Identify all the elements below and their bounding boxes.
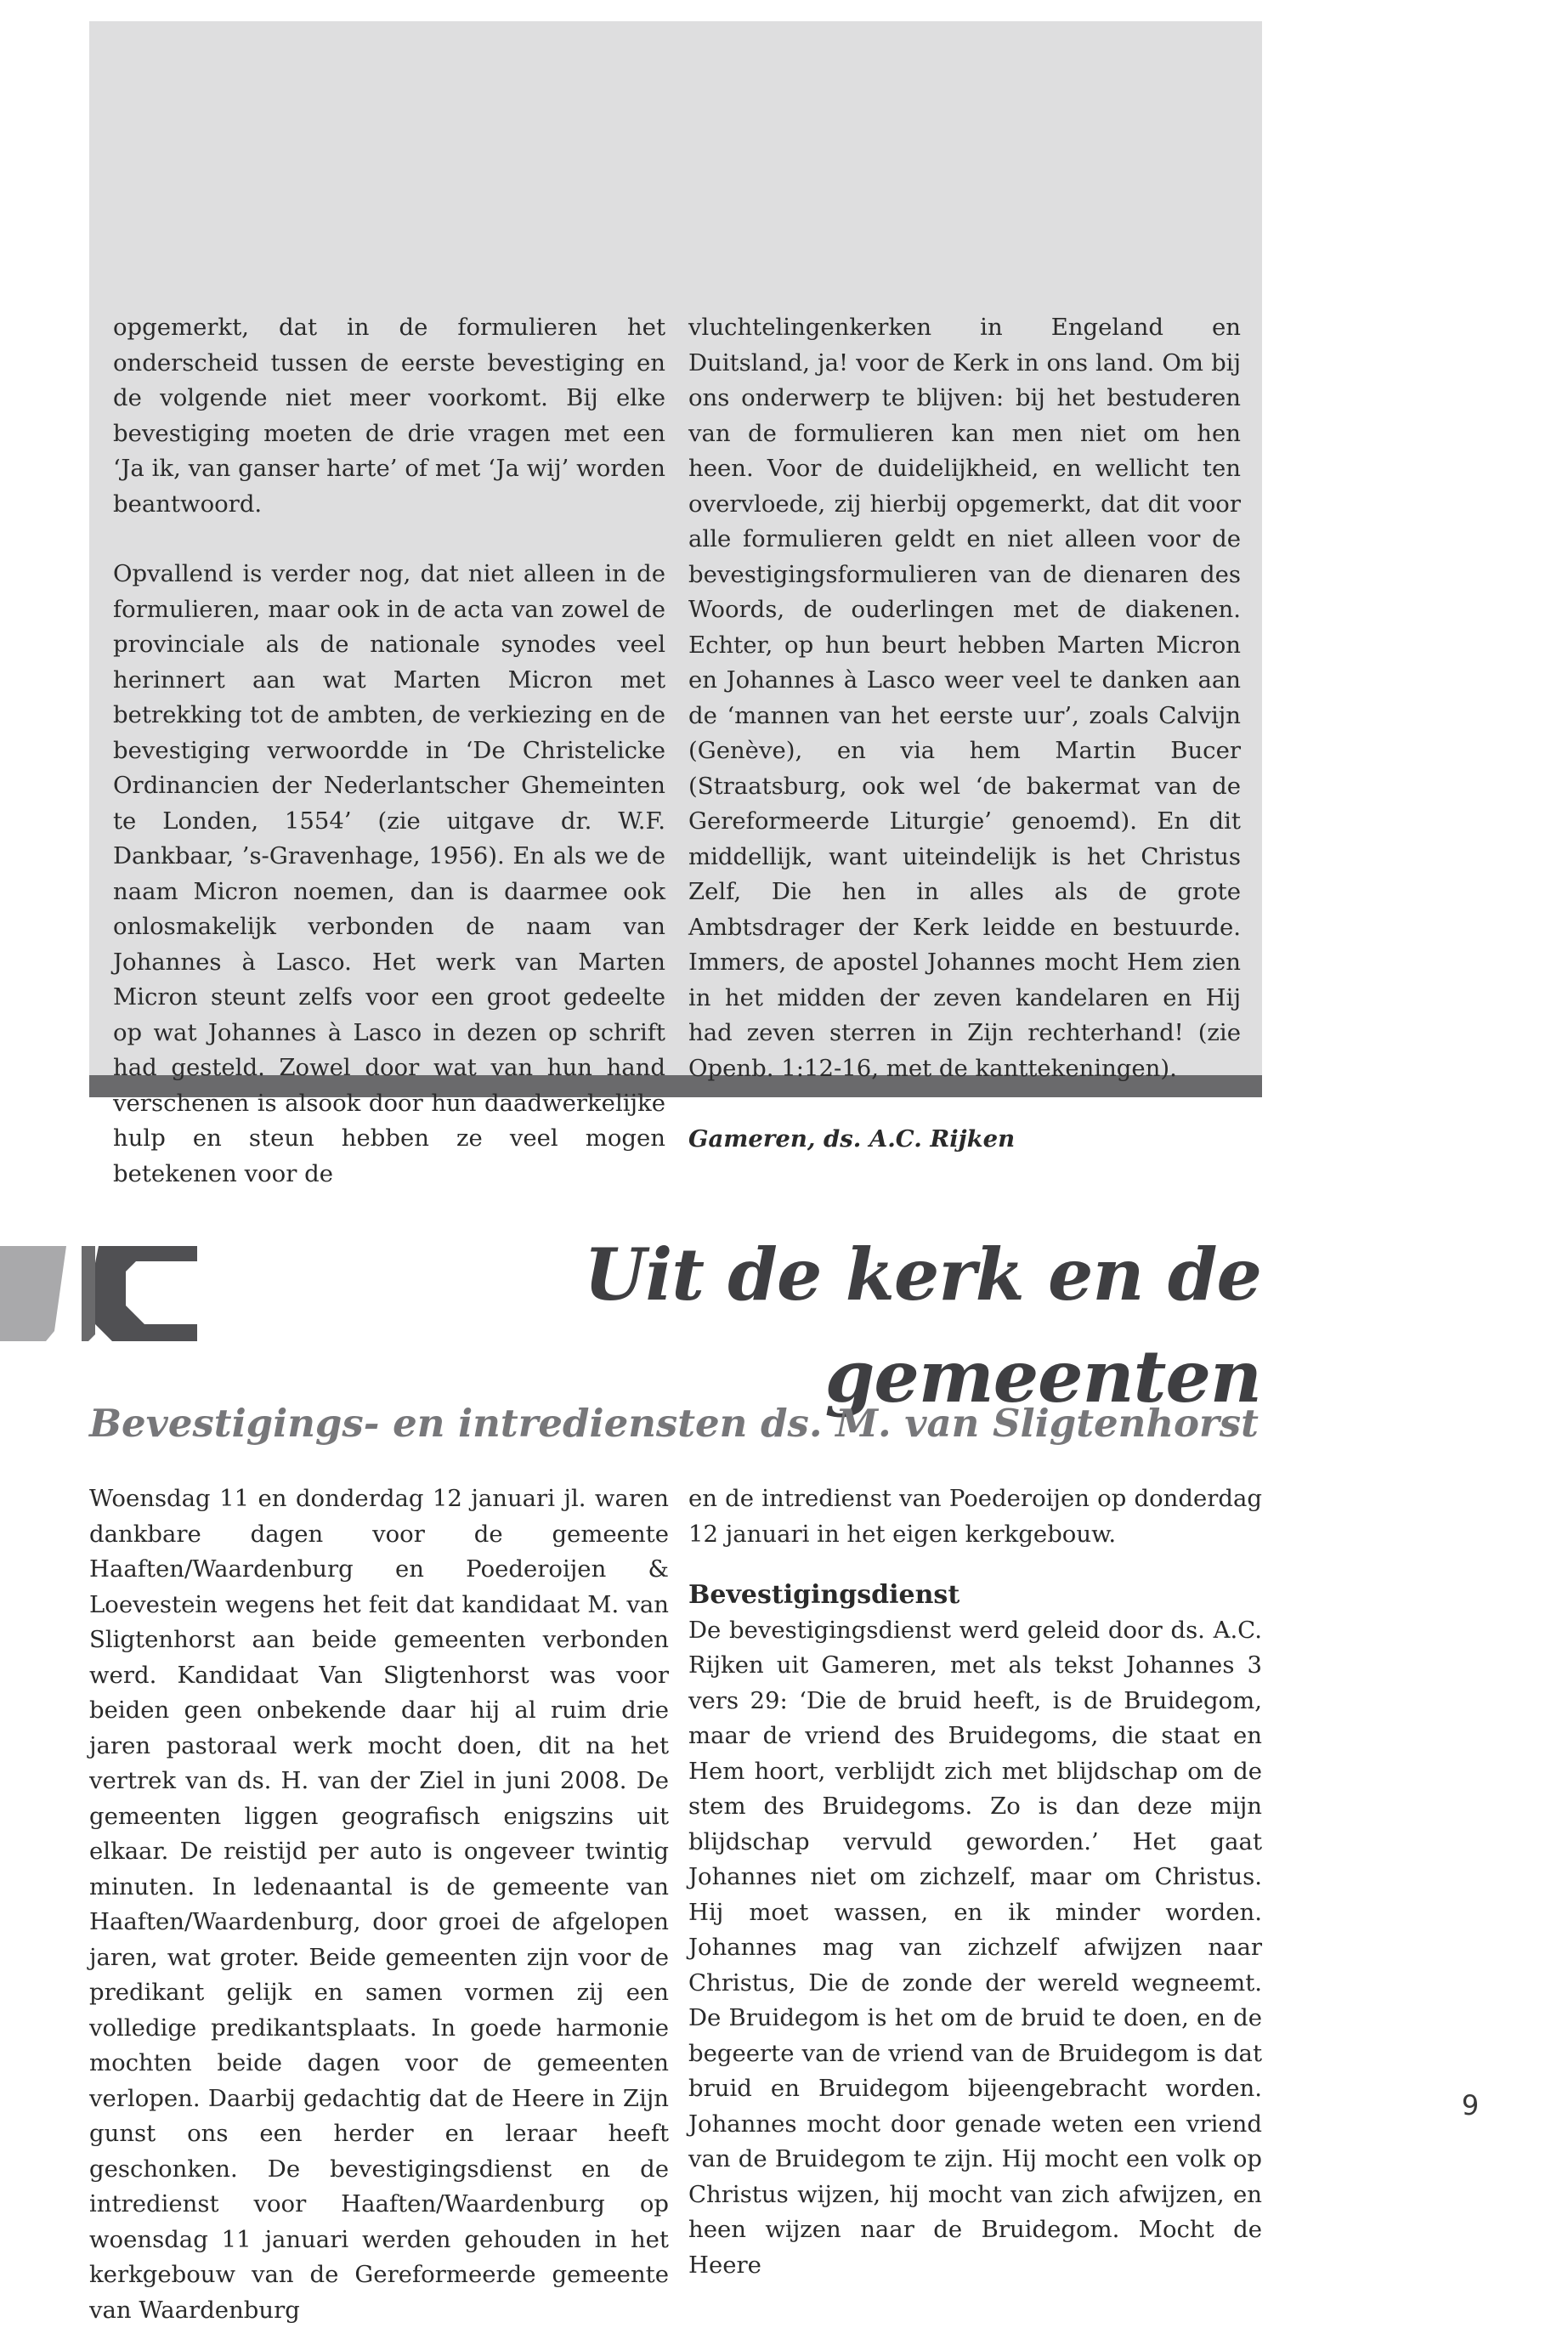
article-subheading: Bevestigingsdienst (688, 1580, 960, 1610)
box-signature: Gameren, ds. A.C. Rijken (688, 1125, 1016, 1153)
article-paragraph: Woensdag 11 en donderdag 12 januari jl. waren dankbare dagen voor de gemeente Haaften/Waardenburg en Poederoijen & Loevestein wegens het feit dat kandidaat M. van Sligtenhorst aan beide gemeenten verbonden werd. Kandidaat Van Sligtenhorst was voor beiden geen onbekende daar hij al ruim drie jaren pastoraal werk mocht doen, dit na het vertrek van ds. H. van der Ziel in juni 2008. De gemeenten liggen geografisch enigszins uit elkaar. De reistijd per auto is ongeveer twintig minuten. In ledenaantal is de gemeente van Haaften/Waardenburg, door groei de afgelopen jaren, wat groter. Beide gemeenten zijn voor de predikant gelijk en samen vormen zij een volledige predikantsplaats. In goede harmonie mochten beide dagen voor de gemeenten verlopen. Daarbij gedachtig dat de Heere in Zijn gunst ons een herder en leraar heeft geschonken. De bevestigingsdienst en de intredienst voor Haaften/Waardenburg op woensdag 11 januari werden gehouden in het kerkgebouw van de Gereformeerde gemeente van Waardenburg (89, 1485, 669, 2324)
article-right-column (688, 1481, 1262, 2283)
section-logo-icon (0, 1246, 197, 1341)
article-paragraph: De bevestigingsdienst werd geleid door ds. A.C. Rijken uit Gameren, met als tekst Johannes 3 vers 29: ‘Die de bruid heeft, is de Bruidegom, maar de vriend des Bruidegoms, die staat en Hem hoort, verblijdt zich met blijdschap om de stem des Bruidegoms. Zo is dan deze mijn blijdschap vervuld geworden.’ Het gaat Johannes niet om zichzelf, maar om Christus. Hij moet wassen, en ik minder worden. Johannes mag van zichzelf afwijzen naar Christus, Die de zonde der wereld wegneemt. De Bruidegom is het om de bruid te doen, en de begeerte van de vriend van de Bruidegom is dat bruid en Bruidegom bijeengebracht worden. Johannes mocht door genade weten een vriend van de Bruidegom te zijn. Hij mocht een volk op Christus wijzen, hij mocht van zich afwijzen, en heen wijzen naar de Bruidegom. Mocht de Heere (688, 1616, 1262, 2279)
box-paragraph: vluchtelingenkerken in Engeland en Duitsland, ja! voor de Kerk in ons land. Om bij ons onderwerp te blijven: bij het bestuderen van de formulieren kan men niet om hen heen. Voor de duidelijkheid, en wellicht ten overvloede, zij hierbij opgemerkt, dat dit voor alle formulieren geldt en niet alleen voor de bevestigingsformulieren van de dienaren des Woords, de ouderlingen met de diakenen. Echter, op hun beurt hebben Marten Micron en Johannes à Lasco weer veel te danken aan de ‘mannen van het eerste uur’, zoals Calvijn (Genève), en via hem Martin Bucer (Straatsburg, ook wel ‘de bakermat van de Gereformeerde Liturgie’ genoemd). En dit middellijk, want uiteindelijk is het Christus Zelf, Die hen in alles als de grote Ambtsdrager der Kerk leidde en bestuurde. Immers, de apostel Johannes mocht Hem zien in het midden der zeven kandelaren en Hij had zeven sterren in Zijn rechterhand! (zie Openb. 1:12-16, met de kanttekeningen). (688, 314, 1241, 1082)
page-number: 9 (1461, 2089, 1480, 2121)
box-left-column (113, 310, 665, 1192)
article-title: Bevestigings- en intrediensten ds. M. van Sligtenhorst (89, 1401, 1259, 1446)
box-paragraph: opgemerkt, dat in de formulieren het onderscheid tussen de eerste bevestiging en de volgende niet meer voorkomt. Bij elke bevestiging moeten de drie vragen met een ‘Ja ik, van ganser harte’ of met ‘Ja wij’ worden beantwoord. (113, 314, 665, 518)
article-paragraph: en de intredienst van Poederoijen op donderdag 12 januari in het eigen kerkgebouw. (688, 1485, 1262, 1548)
box-right-column (688, 310, 1241, 1158)
article-left-column (89, 1481, 669, 2328)
box-paragraph: Opvallend is verder nog, dat niet alleen in de formulieren, maar ook in de acta van zowel de provinciale als de nationale synodes veel herinnert aan wat Marten Micron met betrekking tot de ambten, de verkiezing en de bevestiging verwoordde in ‘De Christelicke Ordinancien der Nederlantscher Ghemeinten te Londen, 1554’ (zie uitgave dr. W.F. Dankbaar, ’s-Gravenhage, 1956). En als we de naam Micron noemen, dan is daarmee ook onlosmakelijk verbonden de naam van Johannes à Lasco. Het werk van Marten Micron steunt zelfs voor een groot gedeelte op wat Johannes à Lasco in dezen op schrift had gesteld. Zowel door wat van hun hand verschenen is alsook door hun daadwerkelijke hulp en steun hebben ze veel mogen betekenen voor de (113, 560, 665, 1187)
section-title: Uit de kerk en de gemeenten (584, 1232, 1261, 1419)
